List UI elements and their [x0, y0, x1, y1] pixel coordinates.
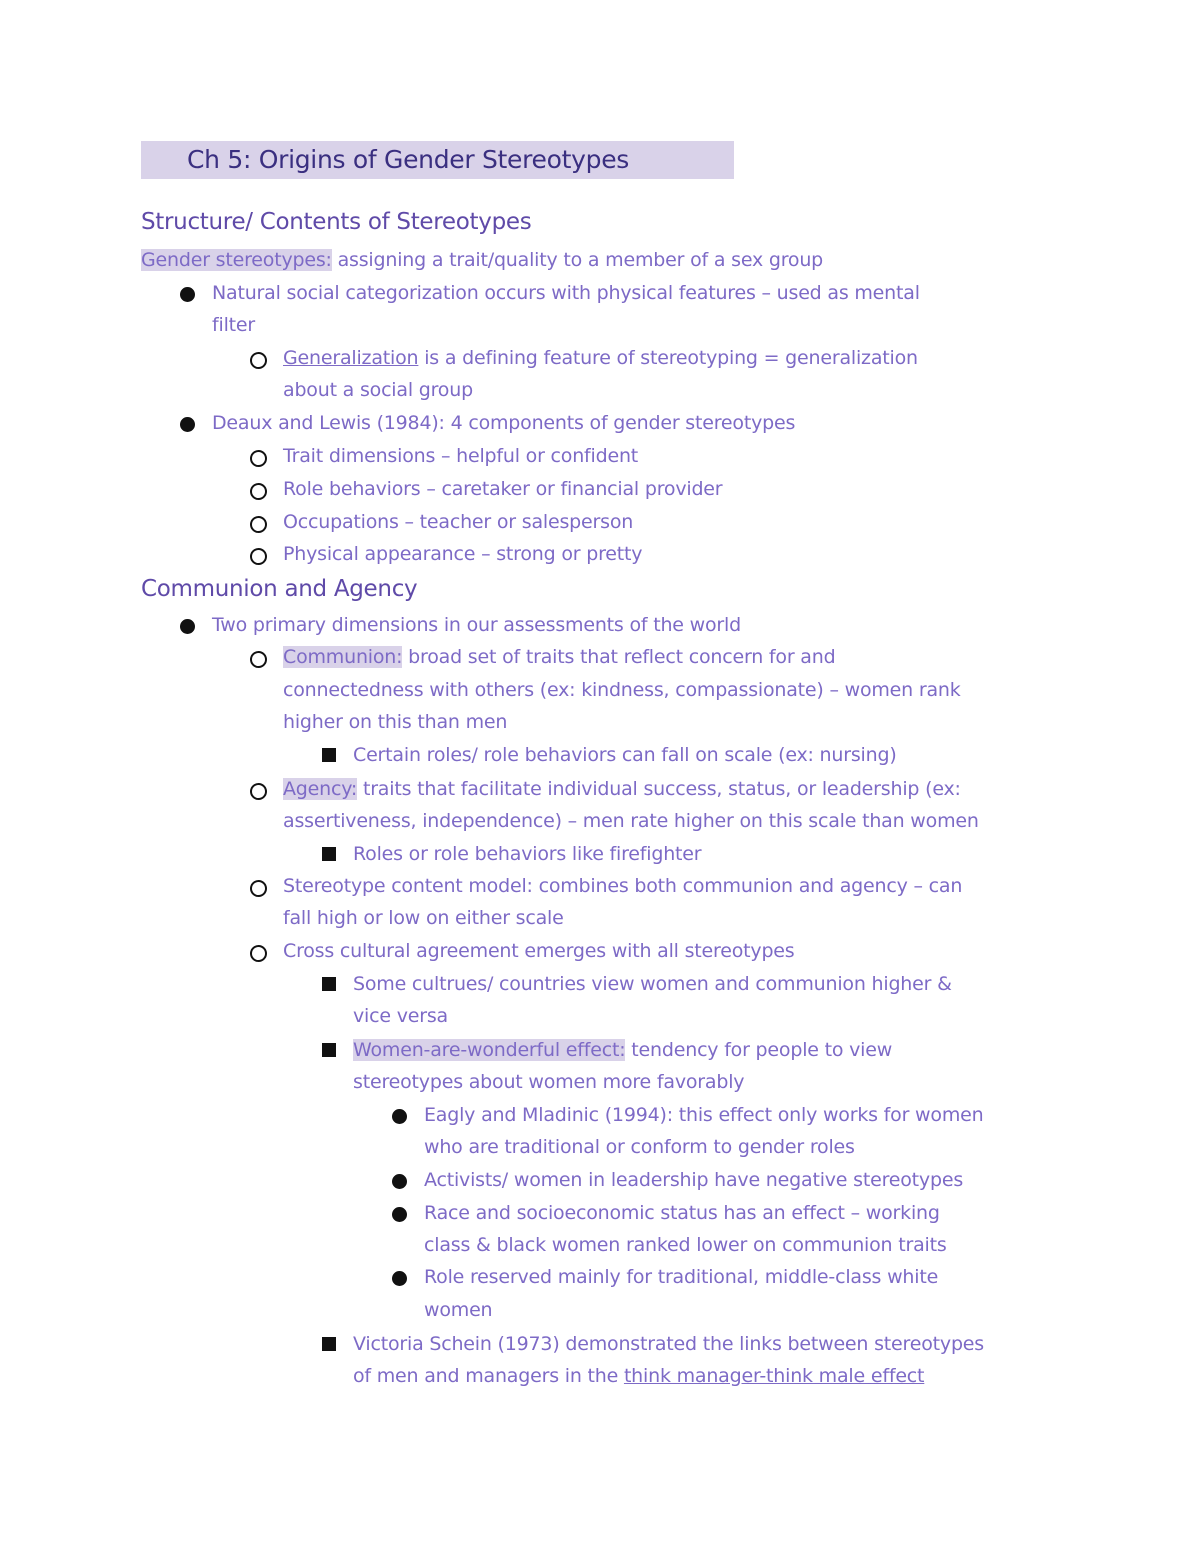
list-item-text: is a defining feature of stereotyping = generalization [418, 347, 918, 369]
list-item-text: broad set of traits that reflect concern for and [402, 646, 836, 668]
list-item-line [283, 646, 835, 668]
bullet-disc [392, 1109, 407, 1124]
list-item-line: Role reserved mainly for traditional, middle-class white [424, 1266, 939, 1288]
list-item-line: Role behaviors – caretaker or financial provider [283, 478, 723, 500]
bullet-square [322, 1337, 336, 1351]
list-item-line: Victoria Schein (1973) demonstrated the links between stereotypes [353, 1333, 984, 1355]
page-title: Ch 5: Origins of Gender Stereotypes [187, 145, 630, 174]
bullet-square [322, 748, 336, 762]
list-item-line: connectedness with others (ex: kindness, compassionate) – women rank [283, 679, 961, 701]
term-agency: Agency: [283, 778, 358, 800]
list-item-line [353, 1365, 924, 1387]
list-item-line: Physical appearance – strong or pretty [283, 543, 643, 565]
section-heading-communion-agency: Communion and Agency [141, 576, 418, 602]
bullet-circle [250, 548, 267, 565]
list-item-line: vice versa [353, 1005, 448, 1027]
bullet-disc [180, 619, 195, 634]
bullet-disc [180, 287, 195, 302]
bullet-square [322, 847, 336, 861]
list-item-line: Roles or role behaviors like firefighter [353, 843, 702, 865]
bullet-square [322, 977, 336, 991]
definition-text: assigning a trait/quality to a member of a sex group [331, 249, 824, 271]
list-item-line: Trait dimensions – helpful or confident [283, 445, 639, 467]
list-item-line: Some cultrues/ countries view women and communion higher & [353, 973, 952, 995]
bullet-disc [392, 1174, 407, 1189]
list-item-line: about a social group [283, 379, 473, 401]
term-communion: Communion: [283, 646, 403, 668]
list-item-text: of men and managers in the [353, 1365, 624, 1387]
definition-line [141, 249, 823, 271]
list-item-line: class & black women ranked lower on communion traits [424, 1234, 947, 1256]
bullet-circle [250, 880, 267, 897]
bullet-circle [250, 450, 267, 467]
list-item-line: Activists/ women in leadership have negative stereotypes [424, 1169, 964, 1191]
list-item-text: traits that facilitate individual success, status, or leadership (ex: [357, 778, 961, 800]
bullet-circle [250, 651, 267, 668]
term-gender-stereotypes: Gender stereotypes: [141, 249, 332, 271]
bullet-disc [392, 1207, 407, 1222]
list-item-line: Eagly and Mladinic (1994): this effect only works for women [424, 1104, 984, 1126]
list-item-line [283, 347, 918, 369]
bullet-disc [392, 1271, 407, 1286]
list-item-line: Cross cultural agreement emerges with all stereotypes [283, 940, 795, 962]
bullet-circle [250, 783, 267, 800]
list-item-line: Race and socioeconomic status has an effect – working [424, 1202, 940, 1224]
list-item-line: Deaux and Lewis (1984): 4 components of gender stereotypes [212, 412, 796, 434]
list-item-line: higher on this than men [283, 711, 508, 733]
bullet-circle [250, 945, 267, 962]
list-item-line: assertiveness, independence) – men rate higher on this scale than women [283, 810, 979, 832]
section-heading-structure: Structure/ Contents of Stereotypes [141, 209, 532, 235]
term-women-are-wonderful: Women-are-wonderful effect: [353, 1039, 626, 1061]
list-item-line: Certain roles/ role behaviors can fall on scale (ex: nursing) [353, 744, 897, 766]
list-item-line: Natural social categorization occurs with physical features – used as mental [212, 282, 920, 304]
list-item-line: Stereotype content model: combines both communion and agency – can [283, 875, 963, 897]
list-item-line: women [424, 1299, 493, 1321]
list-item-line: Occupations – teacher or salesperson [283, 511, 634, 533]
bullet-circle [250, 352, 267, 369]
list-item-line: who are traditional or conform to gender roles [424, 1136, 855, 1158]
bullet-disc [180, 417, 195, 432]
term-generalization: Generalization [283, 347, 419, 369]
list-item-line: fall high or low on either scale [283, 907, 564, 929]
list-item-line: Two primary dimensions in our assessments of the world [212, 614, 741, 636]
bullet-circle [250, 483, 267, 500]
bullet-circle [250, 516, 267, 533]
list-item-line: stereotypes about women more favorably [353, 1071, 745, 1093]
term-think-manager-think-male: think manager-think male effect [623, 1365, 925, 1387]
list-item-line: filter [212, 314, 255, 336]
list-item-line [283, 778, 961, 800]
list-item-text: tendency for people to view [625, 1039, 893, 1061]
bullet-square [322, 1043, 336, 1057]
title-banner [141, 141, 734, 179]
list-item-line [353, 1039, 892, 1061]
